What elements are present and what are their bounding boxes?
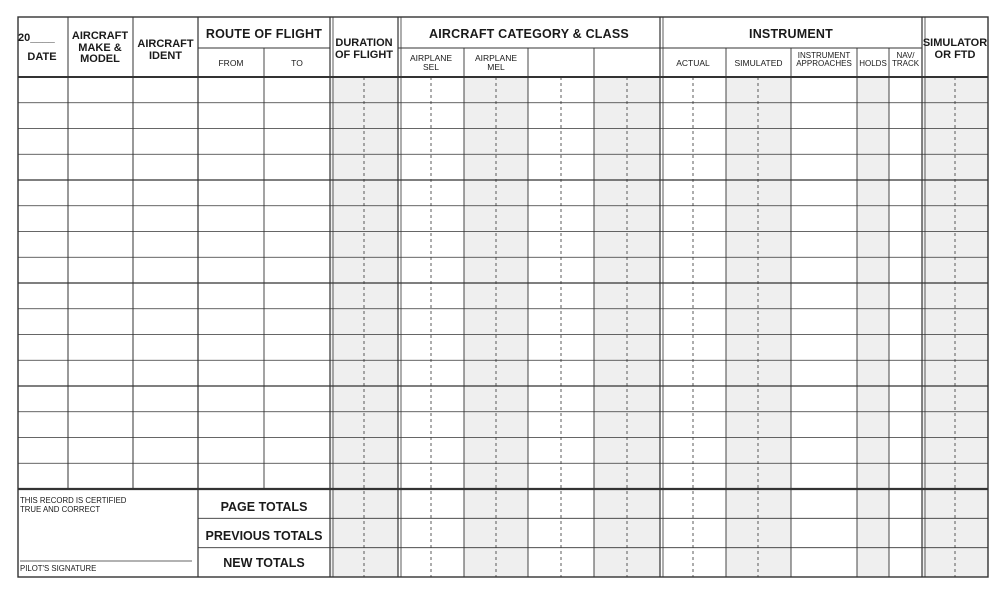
- shaded-column-4: [857, 77, 889, 577]
- aircraft-make-model-header: AIRCRAFT MAKE & MODEL: [71, 30, 129, 66]
- aircraft-category-class-header: AIRCRAFT CATEGORY & CLASS: [429, 27, 629, 41]
- date-header: DATE: [27, 51, 57, 63]
- instrument-header: INSTRUMENT: [749, 27, 833, 41]
- duration-header: DURATION OF FLIGHT: [334, 37, 394, 61]
- airplane-sel-header: AIRPLANE SEL: [409, 53, 453, 72]
- aircraft-ident-header: AIRCRAFT IDENT: [137, 38, 194, 62]
- holds-header: HOLDS: [859, 59, 887, 68]
- route-of-flight-header: ROUTE OF FLIGHT: [205, 27, 323, 41]
- previous-totals-label: PREVIOUS TOTALS: [205, 529, 323, 543]
- actual-header: ACTUAL: [676, 58, 710, 68]
- route-from-header: FROM: [218, 58, 244, 68]
- simulated-header: SIMULATED: [734, 58, 783, 68]
- instrument-approaches-header: INSTRUMENT APPROACHES: [796, 51, 852, 69]
- page-totals-label: PAGE TOTALS: [220, 500, 308, 514]
- pilot-signature-label: PILOT'S SIGNATURE: [20, 564, 97, 573]
- year-label: 20____: [18, 32, 55, 44]
- simulator-ftd-header: SIMULATOR OR FTD: [922, 37, 988, 61]
- airplane-mel-header: AIRPLANE MEL: [474, 53, 518, 72]
- nav-track-header: NAV/ TRACK: [891, 51, 920, 69]
- certification-text: THIS RECORD IS CERTIFIED TRUE AND CORRECT: [20, 496, 127, 514]
- shaded-column-3: [726, 77, 791, 577]
- new-totals-label: NEW TOTALS: [223, 556, 305, 570]
- route-to-header: TO: [291, 58, 303, 68]
